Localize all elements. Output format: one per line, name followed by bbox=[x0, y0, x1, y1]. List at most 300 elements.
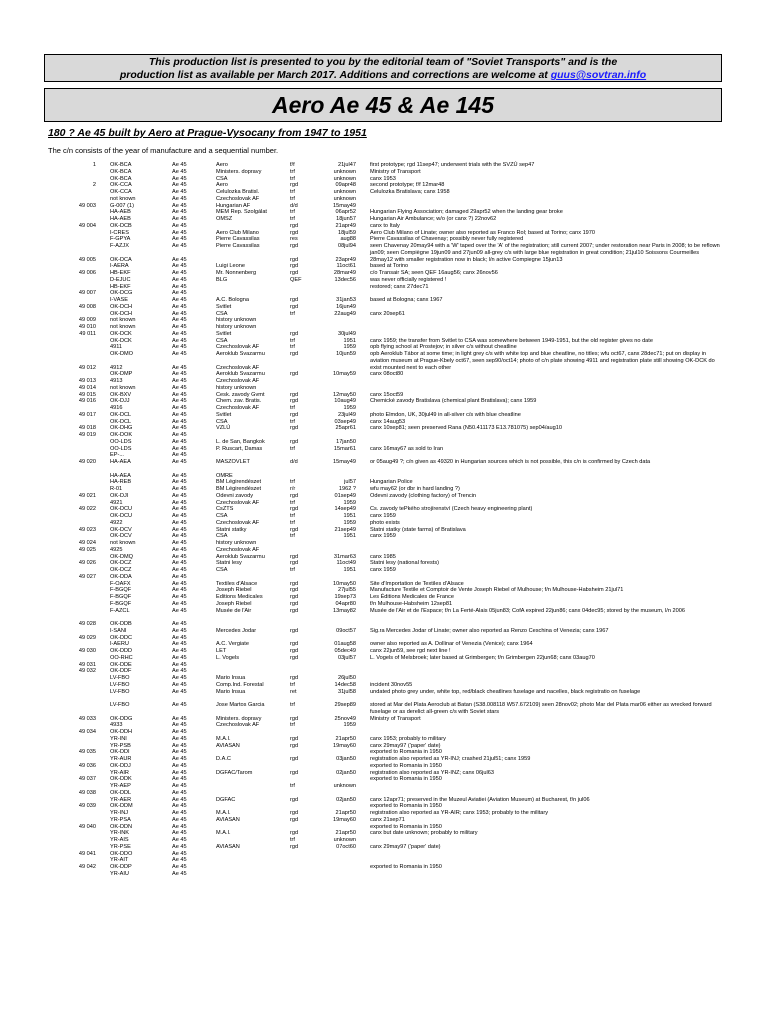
table-row bbox=[0, 709, 768, 716]
registration-cell: EP-... bbox=[110, 452, 124, 459]
table-row bbox=[0, 581, 768, 588]
remarks-cell: Pierre Cavassilas of Chavenay; possibly never fully registered bbox=[370, 236, 524, 243]
type-cell: Ae 45 bbox=[172, 459, 187, 465]
operator-cell: BM Légirendészet bbox=[216, 486, 262, 492]
registration-cell: not known bbox=[110, 540, 136, 546]
registration-cell: OO-LDS bbox=[110, 438, 132, 445]
remarks-cell: stored at Mar del Plata Aeroclub at Batan (S38.008118 W57.672109) seen 28nov02; photo Mar del Plata mar06 either as wrecked forward fuselage or as derelict all-green c/s with Soviet stars bbox=[370, 702, 712, 715]
status-cell: rgd bbox=[290, 398, 299, 405]
status-cell: rgd bbox=[290, 560, 299, 567]
date-cell: 07oct60 bbox=[336, 843, 356, 850]
remarks-cell: canx 22jun59, see rgd next line ! bbox=[370, 648, 451, 654]
cn-cell: 49 030 bbox=[78, 648, 96, 654]
operator-cell: L. Vogels bbox=[216, 654, 240, 661]
registration-cell: OK-DDE bbox=[110, 661, 132, 668]
type-cell: Ae 45 bbox=[172, 803, 187, 810]
remarks-cell: second prototype; f/f 12mar48 bbox=[370, 182, 445, 189]
remarks-cell: exported to Romania in 1950 bbox=[370, 864, 442, 870]
status-cell: rgd bbox=[290, 256, 299, 263]
status-cell: rgd bbox=[290, 742, 299, 749]
table-row bbox=[0, 162, 768, 169]
section-subtitle: 180 ? Ae 45 built by Aero at Prague-Vysocany from 1947 to 1951 bbox=[48, 127, 367, 139]
type-cell: Ae 45 bbox=[172, 688, 187, 695]
operator-cell: MEM Rep. Szolgálat bbox=[216, 209, 267, 216]
status-cell: trf bbox=[290, 702, 295, 708]
status-cell: rgd bbox=[290, 243, 299, 249]
status-cell: trf bbox=[290, 189, 295, 195]
operator-cell: CSA bbox=[216, 513, 228, 519]
date-cell: 23apr49 bbox=[335, 256, 356, 263]
date-cell: 15mar61 bbox=[333, 445, 356, 452]
table-row bbox=[0, 196, 768, 203]
operator-cell: Svitlet bbox=[216, 330, 232, 337]
registration-cell: OK-CCA bbox=[110, 189, 132, 195]
date-cell: 28mar49 bbox=[333, 270, 356, 276]
operator-cell: AVIASAN bbox=[216, 742, 240, 749]
operator-cell: history unknown bbox=[216, 384, 257, 391]
type-cell: Ae 45 bbox=[172, 330, 187, 337]
registration-cell: OK-DDF bbox=[110, 668, 132, 675]
registration-cell: OK-DJJ bbox=[110, 398, 130, 405]
table-row bbox=[0, 601, 768, 608]
status-cell: trf bbox=[290, 168, 295, 175]
table-row bbox=[0, 635, 768, 642]
operator-cell: Chem. zav. Bratis. bbox=[216, 398, 262, 405]
remarks-cell: canx 29may97 ('paper' date) bbox=[370, 843, 441, 850]
type-cell: Ae 45 bbox=[172, 526, 187, 533]
remarks-cell: exported to Romania in 1950 bbox=[370, 762, 442, 769]
table-row bbox=[0, 770, 768, 777]
table-row bbox=[0, 749, 768, 756]
operator-cell: DGFAC/Tarom bbox=[216, 769, 253, 776]
status-cell: trf bbox=[290, 519, 295, 526]
remarks-cell: registration also reported as YR-INJ; crashed 21jul51; canx 1959 bbox=[370, 756, 531, 762]
date-cell: 1959 bbox=[343, 499, 356, 506]
cn-cell: 49 024 bbox=[78, 540, 96, 546]
registration-cell: I-AERA bbox=[110, 263, 129, 270]
type-cell: Ae 45 bbox=[172, 236, 187, 243]
date-cell: 18jul59 bbox=[337, 229, 356, 236]
date-cell: 21apr49 bbox=[335, 222, 356, 229]
table-row bbox=[0, 675, 768, 682]
type-cell: Ae 45 bbox=[172, 837, 187, 843]
cn-cell: 49 004 bbox=[78, 222, 96, 229]
type-cell: Ae 45 bbox=[172, 735, 187, 742]
table-row bbox=[0, 527, 768, 534]
operator-cell: Czechoslovak AF bbox=[216, 364, 260, 371]
date-cell: 29sep89 bbox=[334, 702, 356, 708]
remarks-cell: Odevni zavody (clothing factory) of Trencin bbox=[370, 492, 477, 499]
registration-cell: YR-AIU bbox=[110, 870, 129, 877]
remarks-cell: registration also reported as YR-AIR; canx 1953; probably to the military bbox=[370, 810, 549, 816]
table-row bbox=[0, 830, 768, 837]
status-cell: rgd bbox=[290, 796, 299, 803]
type-cell: Ae 45 bbox=[172, 351, 187, 357]
type-cell: Ae 45 bbox=[172, 668, 187, 675]
table-row bbox=[0, 378, 768, 385]
remarks-cell: canx 08oct80 bbox=[370, 371, 404, 378]
cn-cell: 49 027 bbox=[78, 573, 96, 580]
type-cell: Ae 45 bbox=[172, 776, 187, 783]
cn-cell: 49 037 bbox=[78, 776, 96, 783]
date-cell: 13dec56 bbox=[334, 276, 356, 283]
cn-cell: 49 031 bbox=[78, 661, 96, 668]
type-cell: Ae 45 bbox=[172, 560, 187, 567]
operator-cell: history unknown bbox=[216, 540, 257, 546]
type-cell: Ae 45 bbox=[172, 425, 187, 432]
status-cell: trf bbox=[290, 175, 295, 182]
table-row bbox=[0, 533, 768, 540]
remarks-cell: canx 1953; probably to military bbox=[370, 735, 446, 742]
remarks-cell: undated photo grey under, white top, red/black cheatlines fuselage and nacelles, black registratio on fuselage bbox=[370, 688, 641, 695]
date-cell: unknown bbox=[333, 837, 356, 843]
type-cell: Ae 45 bbox=[172, 587, 187, 594]
operator-cell: M.A.I. bbox=[216, 735, 231, 742]
status-cell: trf bbox=[290, 405, 295, 411]
type-cell: Ae 45 bbox=[172, 182, 187, 189]
date-cell: 15may49 bbox=[332, 202, 356, 209]
cn-cell: 49 003 bbox=[78, 202, 96, 209]
registration-cell: G-007 (1) bbox=[110, 202, 134, 209]
table-row bbox=[0, 290, 768, 297]
operator-cell: VZLÚ bbox=[216, 425, 231, 432]
table-row bbox=[0, 223, 768, 230]
type-cell: Ae 45 bbox=[172, 162, 187, 168]
registration-cell: LV-FBO bbox=[110, 681, 130, 688]
registration-cell: YR-AEP bbox=[110, 783, 131, 789]
cn-cell: 49 019 bbox=[78, 432, 96, 438]
operator-cell: AVIASAN bbox=[216, 816, 240, 823]
type-cell: Ae 45 bbox=[172, 222, 187, 229]
operator-cell: Celulozka Bratisl. bbox=[216, 189, 260, 195]
status-cell: res bbox=[290, 236, 298, 243]
type-cell: Ae 45 bbox=[172, 567, 187, 573]
registration-cell: OO-RHC bbox=[110, 654, 133, 661]
email-link[interactable]: guus@sovtran.info bbox=[550, 69, 647, 81]
remarks-cell: exported to Romania in 1950 bbox=[370, 749, 442, 756]
type-cell: Ae 45 bbox=[172, 472, 187, 479]
type-cell: Ae 45 bbox=[172, 344, 187, 351]
status-cell: rgd bbox=[290, 506, 299, 513]
remarks-cell: Statni statky (state farms) of Bratislava bbox=[370, 526, 466, 533]
banner-line-2 bbox=[45, 69, 721, 82]
remarks-cell: Hungarian Police bbox=[370, 479, 413, 486]
type-cell: Ae 45 bbox=[172, 796, 187, 803]
date-cell: 18jun57 bbox=[336, 216, 356, 222]
operator-cell: Aeroklub Svazarmu bbox=[216, 553, 265, 560]
table-row bbox=[0, 297, 768, 304]
type-cell: Ae 45 bbox=[172, 371, 187, 378]
operator-cell: Statni statky bbox=[216, 526, 247, 533]
operator-cell: Cesk. zavody Gvmt bbox=[216, 391, 265, 398]
type-cell: Ae 45 bbox=[172, 189, 187, 195]
type-cell: Ae 45 bbox=[172, 378, 187, 384]
registration-cell: YR-INJ bbox=[110, 810, 129, 816]
remarks-cell: incident 30nov55 bbox=[370, 681, 413, 688]
registration-cell: YR-PSB bbox=[110, 742, 131, 749]
status-cell: rgd bbox=[290, 843, 299, 850]
registration-cell: OK-DCB bbox=[110, 222, 132, 229]
type-cell: Ae 45 bbox=[172, 263, 187, 270]
registration-cell: F-BGQF bbox=[110, 600, 132, 607]
status-cell: rgd bbox=[290, 627, 299, 634]
cn-cell: 49 023 bbox=[78, 526, 96, 533]
status-cell: rgd bbox=[290, 263, 299, 270]
type-cell: Ae 45 bbox=[172, 823, 187, 830]
operator-cell: Mr. Nonnenberg bbox=[216, 270, 257, 276]
operator-cell: Aero bbox=[216, 182, 228, 189]
operator-cell: Aeroklub Svazarmu bbox=[216, 351, 265, 357]
type-cell: Ae 45 bbox=[172, 654, 187, 661]
status-cell: d/d bbox=[290, 459, 298, 465]
operator-cell: Luigi Leone bbox=[216, 263, 245, 270]
remarks-cell: Manufacture Textile et Comptoir de Vente Joseph Riebel of Mulhouse; f/n Mulhouse-Habsheim 21jul71 bbox=[370, 587, 624, 594]
registration-cell: OK-DDJ bbox=[110, 762, 131, 769]
type-cell: Ae 45 bbox=[172, 290, 187, 297]
type-cell: Ae 45 bbox=[172, 324, 187, 330]
type-cell: Ae 45 bbox=[172, 722, 187, 729]
operator-cell: Czechoslovak AF bbox=[216, 378, 260, 384]
table-row bbox=[0, 284, 768, 291]
table-row bbox=[0, 560, 768, 567]
table-row bbox=[0, 419, 768, 426]
status-cell: rgd bbox=[290, 580, 299, 587]
type-cell: Ae 45 bbox=[172, 843, 187, 850]
registration-cell: HA-REB bbox=[110, 479, 132, 486]
registration-cell: OK-DDM bbox=[110, 803, 133, 810]
operator-cell: Czechoslovak AF bbox=[216, 546, 260, 553]
registration-cell: R-01 bbox=[110, 486, 123, 492]
status-cell: rgd bbox=[290, 526, 299, 533]
table-row bbox=[0, 182, 768, 189]
status-cell: rgd bbox=[290, 830, 299, 837]
production-list bbox=[0, 162, 768, 878]
type-cell: Ae 45 bbox=[172, 195, 187, 202]
operator-cell: L. de San, Bangkok bbox=[216, 438, 265, 445]
operator-cell: Pierre Cavassilas bbox=[216, 236, 260, 243]
cn-cell: 49 020 bbox=[78, 459, 96, 465]
operator-cell: Czechoslovak AF bbox=[216, 344, 260, 351]
date-cell: 26jul50 bbox=[337, 675, 356, 681]
registration-cell: OK-DDC bbox=[110, 634, 133, 641]
table-row bbox=[0, 263, 768, 270]
type-cell: Ae 45 bbox=[172, 229, 187, 236]
status-cell: rgd bbox=[290, 715, 299, 722]
table-row bbox=[0, 513, 768, 520]
remarks-cell: L. Vogels of Melsbroek; later based at Grimbergen; f/n Grimbergen 22jun68; canx 03aug70 bbox=[370, 654, 595, 661]
operator-cell: Joseph Riebel bbox=[216, 600, 252, 607]
cn-cell: 49 005 bbox=[78, 256, 96, 263]
remarks-cell: canx 1959 bbox=[370, 567, 396, 573]
registration-cell: OK-DCK bbox=[110, 337, 132, 344]
banner-line-2-text: production list as available per March 2017. Additions and corrections are welcome at bbox=[119, 69, 551, 81]
operator-cell: CSA bbox=[216, 567, 228, 573]
remarks-cell: canx 10sep81; seen preserved Rana (N50.411173 E13.781075) sep04/aug10 bbox=[370, 425, 562, 432]
table-row bbox=[0, 371, 768, 378]
type-cell: Ae 45 bbox=[172, 317, 187, 324]
table-row bbox=[0, 722, 768, 729]
operator-cell: Svitlet bbox=[216, 303, 232, 310]
table-row bbox=[0, 466, 768, 473]
registration-cell: HA-AEA bbox=[110, 472, 131, 479]
registration-cell: OK-DMQ bbox=[110, 553, 133, 560]
cn-cell: 49 012 bbox=[78, 364, 96, 371]
operator-cell: Statni lesy bbox=[216, 560, 242, 567]
table-row bbox=[0, 385, 768, 392]
table-row bbox=[0, 236, 768, 243]
type-cell: Ae 45 bbox=[172, 681, 187, 688]
table-row bbox=[0, 358, 768, 365]
remarks-cell: Les Éditions Medicales de France bbox=[370, 594, 454, 600]
date-cell: 1959 bbox=[343, 519, 356, 526]
status-cell: rgd bbox=[290, 438, 299, 445]
registration-cell: F-AZJX bbox=[110, 243, 129, 249]
type-cell: Ae 45 bbox=[172, 769, 187, 776]
type-cell: Ae 45 bbox=[172, 742, 187, 749]
remarks-cell: Ministry of Transport bbox=[370, 168, 421, 175]
type-cell: Ae 45 bbox=[172, 168, 187, 175]
cn-cell: 49 026 bbox=[78, 560, 96, 567]
type-cell: Ae 45 bbox=[172, 492, 187, 499]
status-cell: rgd bbox=[290, 816, 299, 823]
date-cell: unknown bbox=[333, 195, 356, 202]
table-row bbox=[0, 459, 768, 466]
date-cell: 15may49 bbox=[332, 459, 356, 465]
date-cell: 04apr80 bbox=[335, 600, 356, 607]
operator-cell: Joseph Riebel bbox=[216, 587, 252, 594]
registration-cell: F-GPYA bbox=[110, 236, 131, 243]
registration-cell: OK-DDD bbox=[110, 648, 133, 654]
status-cell: rgd bbox=[290, 769, 299, 776]
status-cell: rgd bbox=[290, 553, 299, 560]
registration-cell: YR-PSE bbox=[110, 843, 131, 850]
table-row bbox=[0, 439, 768, 446]
registration-cell: OK-DCZ bbox=[110, 567, 132, 573]
operator-cell: Svitlet bbox=[216, 411, 232, 418]
registration-cell: I-AERU bbox=[110, 641, 129, 648]
table-row bbox=[0, 547, 768, 554]
status-cell: trf bbox=[290, 418, 295, 425]
remarks-cell: f/n Mulhouse-Habsheim 12sep81 bbox=[370, 600, 453, 607]
table-row bbox=[0, 446, 768, 453]
registration-cell: HB-EKF bbox=[110, 270, 131, 276]
date-cell: 1962 ? bbox=[338, 486, 356, 492]
operator-cell: CSA bbox=[216, 175, 228, 182]
status-cell: rgd bbox=[290, 351, 299, 357]
remarks-cell: photo exists bbox=[370, 519, 400, 526]
remarks-cell: restored; canx 27dec71 bbox=[370, 283, 429, 290]
date-cell: 08jul94 bbox=[337, 243, 356, 249]
operator-cell: Comp.Ind. Forestal bbox=[216, 681, 264, 688]
type-cell: Ae 45 bbox=[172, 864, 187, 870]
remarks-cell: or 05aug49 ?; c/n given as 49320 in Hungarian sources which is not possible, this c/n is confirmed by Czech data bbox=[370, 459, 651, 465]
table-row bbox=[0, 486, 768, 493]
table-row bbox=[0, 398, 768, 405]
registration-cell: not known bbox=[110, 384, 136, 391]
operator-cell: Aero Club Milano bbox=[216, 229, 259, 236]
table-row bbox=[0, 473, 768, 480]
registration-cell: OK-DCH bbox=[110, 303, 133, 310]
date-cell: 14sep49 bbox=[334, 506, 356, 513]
remarks-cell: Celulozka Bratislava; canx 1958 bbox=[370, 189, 450, 195]
registration-cell: OK-DDL bbox=[110, 789, 132, 796]
registration-cell: 4921 bbox=[110, 499, 123, 506]
banner-line-1: This production list is presented to you by the editorial team of "Soviet Transports" and is the bbox=[148, 56, 618, 68]
registration-cell: HB-EKF bbox=[110, 283, 131, 290]
registration-cell: OK-DDH bbox=[110, 729, 133, 735]
table-row bbox=[0, 500, 768, 507]
remarks-cell: canx 12apr71; preserved in the Muzeul Aviatiei (Aviation Museum) at Bucharest, f/n jul06 bbox=[370, 796, 590, 803]
type-cell: Ae 45 bbox=[172, 857, 187, 864]
registration-cell: F-BGQF bbox=[110, 587, 132, 594]
table-row bbox=[0, 277, 768, 284]
table-row bbox=[0, 783, 768, 790]
registration-cell: OK-DCK bbox=[110, 330, 132, 337]
cn-cell: 1 bbox=[92, 162, 96, 168]
operator-cell: M.A.I. bbox=[216, 830, 231, 837]
operator-cell: OMRE bbox=[216, 472, 233, 479]
registration-cell: YR-INK bbox=[110, 830, 129, 837]
type-cell: Ae 45 bbox=[172, 297, 187, 303]
type-cell: Ae 45 bbox=[172, 816, 187, 823]
operator-cell: A.C. Vergiate bbox=[216, 641, 249, 648]
registration-cell: HA-AEB bbox=[110, 209, 131, 216]
date-cell: 09apr48 bbox=[335, 182, 356, 189]
status-cell: r/r bbox=[290, 486, 296, 492]
date-cell: 12may50 bbox=[332, 391, 356, 398]
table-row bbox=[0, 540, 768, 547]
operator-cell: history unknown bbox=[216, 317, 257, 324]
remarks-cell: canx 1985 bbox=[370, 553, 396, 560]
type-cell: Ae 45 bbox=[172, 175, 187, 182]
status-cell: trf bbox=[290, 567, 295, 573]
table-row bbox=[0, 392, 768, 399]
date-cell: 31jul58 bbox=[337, 688, 356, 695]
operator-cell: MASZOVLET bbox=[216, 459, 250, 465]
status-cell: rgd bbox=[290, 641, 299, 648]
table-row bbox=[0, 729, 768, 736]
table-row bbox=[0, 702, 768, 715]
cn-cell: 49 042 bbox=[78, 864, 96, 870]
registration-cell: D-EJUC bbox=[110, 276, 131, 283]
table-row bbox=[0, 837, 768, 844]
registration-cell: OK-DDB bbox=[110, 621, 132, 627]
status-cell: ret bbox=[290, 688, 297, 695]
type-cell: Ae 45 bbox=[172, 607, 187, 614]
operator-cell: P. Ruscart, Damas bbox=[216, 445, 263, 452]
table-row bbox=[0, 365, 768, 372]
remarks-cell: canx 14aug53 bbox=[370, 418, 406, 425]
operator-cell: OMSZ bbox=[216, 216, 233, 222]
status-cell: QEF bbox=[290, 276, 302, 283]
date-cell: 10aug49 bbox=[334, 398, 356, 405]
table-row bbox=[0, 506, 768, 513]
intro-text: The c/n consists of the year of manufacture and a sequential number. bbox=[48, 146, 279, 155]
cn-cell: 49 034 bbox=[78, 729, 96, 735]
status-cell: f/f bbox=[290, 162, 295, 168]
table-row bbox=[0, 405, 768, 412]
registration-cell: OK-DDI bbox=[110, 749, 130, 756]
type-cell: Ae 45 bbox=[172, 540, 187, 546]
type-cell: Ae 45 bbox=[172, 789, 187, 796]
type-cell: Ae 45 bbox=[172, 756, 187, 762]
status-cell: trf bbox=[290, 216, 295, 222]
date-cell: 21apr50 bbox=[335, 830, 356, 837]
registration-cell: OK-DCV bbox=[110, 533, 132, 540]
status-cell: rgd bbox=[290, 297, 299, 303]
cn-cell: 49 033 bbox=[78, 715, 96, 722]
header-banner bbox=[44, 54, 722, 82]
